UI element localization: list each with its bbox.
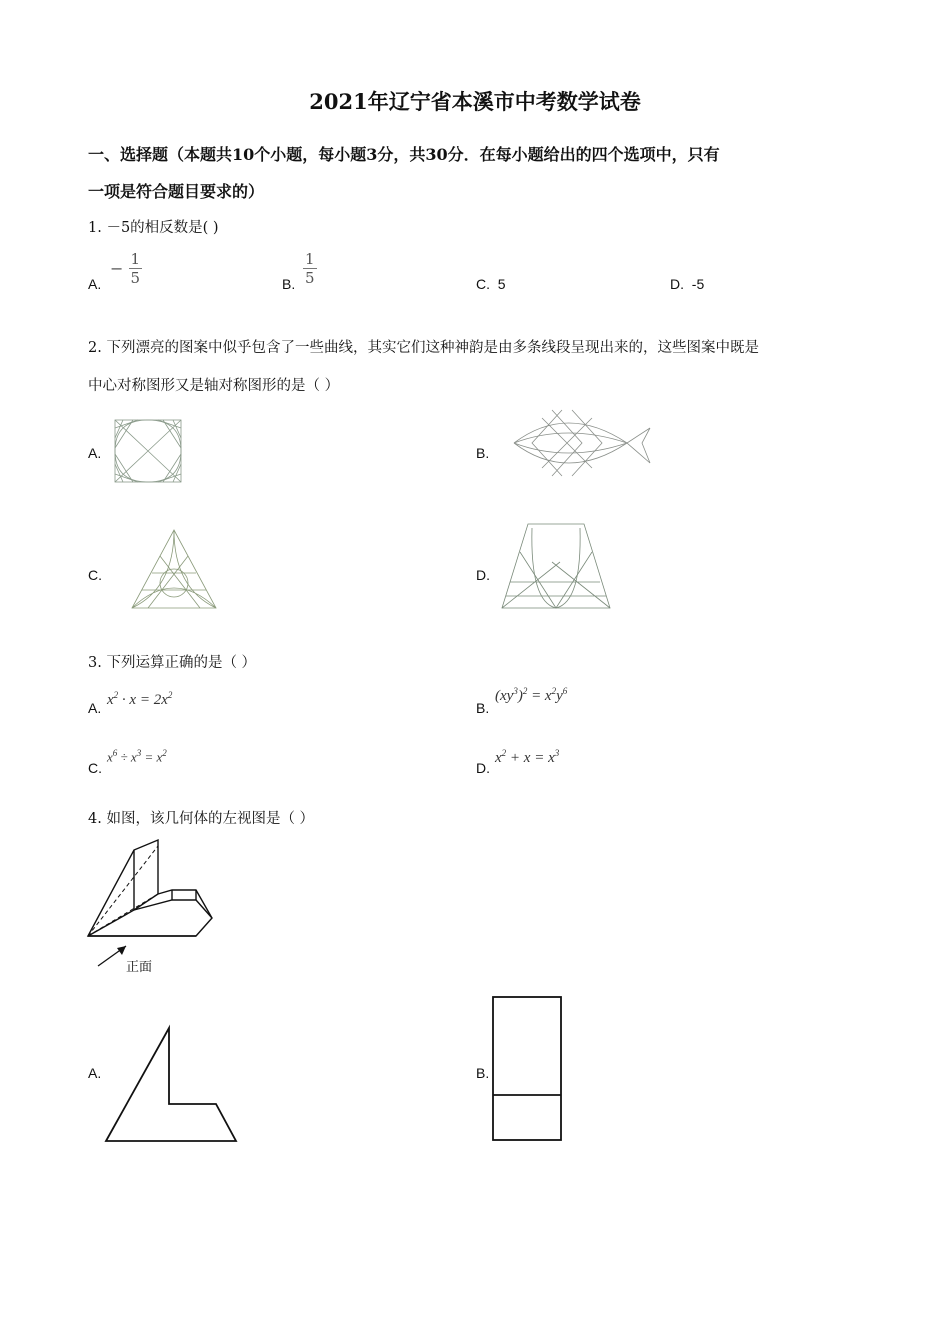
q4-front-label: 正面	[126, 960, 153, 975]
question-4-stem: 4. 如图，该几何体的左视图是（ ）	[88, 811, 315, 827]
question-3-stem: 3. 下列运算正确的是（ ）	[88, 655, 257, 671]
q1-option-b-fraction	[303, 250, 317, 287]
question-2-stem-line2: 中心对称图形又是轴对称图形的是（ ）	[88, 378, 340, 394]
q3-option-a-label: A.	[88, 700, 102, 716]
q1-option-a-numerator: 1	[130, 250, 141, 268]
question-2-stem-line1: 2. 下列漂亮的图案中似乎包含了一些曲线，其实它们这种神韵是由多条线段呈现出来的，这些图案中既是	[88, 340, 759, 356]
q2-option-d-label: D.	[476, 567, 490, 583]
q2-option-b-figure	[512, 408, 654, 478]
q1-option-b-label: B.	[282, 276, 296, 292]
q4-option-b-label: B.	[476, 1065, 490, 1081]
q4-option-b-figure	[491, 995, 565, 1145]
q3-option-a-expression: $x^2 \cdot x = 2x^2$	[107, 690, 173, 708]
q1-option-b-numerator: 1	[305, 250, 315, 268]
section-heading-line1: 一、选择题（本题共10个小题，每小题3分，共30分．在每小题给出的四个选项中，只有	[88, 145, 720, 164]
q1-option-a-denominator: 5	[130, 269, 141, 287]
q2-option-a-figure	[113, 418, 183, 484]
q4-option-a-figure	[104, 1024, 240, 1144]
q1-option-a-fraction	[129, 250, 143, 287]
q1-option-a-value	[110, 250, 142, 287]
q1-option-a-label: A.	[88, 276, 102, 292]
q1-option-d	[670, 276, 704, 292]
q1-option-a-sign: −	[110, 259, 124, 278]
page-title: 2021年辽宁省本溪市中考数学试卷	[309, 89, 641, 114]
q2-option-c-label: C.	[88, 567, 102, 583]
q3-option-c-label: C.	[88, 760, 102, 776]
q1-option-c-label: C.	[476, 276, 490, 292]
q1-option-b-value	[303, 250, 317, 287]
q1-option-c-value: 5	[497, 276, 506, 292]
q1-option-b-denominator: 5	[305, 269, 315, 287]
q2-option-c-figure	[130, 528, 218, 610]
section-heading-line2: 一项是符合题目要求的）	[88, 182, 265, 201]
q1-option-d-label: D.	[670, 276, 684, 292]
question-1-stem: 1. －5的相反数是( )	[88, 220, 219, 236]
q1-option-c	[476, 276, 506, 292]
q3-option-b-label: B.	[476, 700, 490, 716]
q3-option-d-label: D.	[476, 760, 490, 776]
q3-option-c-expression: $x^6 \div x^3 = x^2$	[107, 748, 167, 765]
q4-solid-figure	[86, 838, 216, 973]
q1-option-d-value: -5	[691, 276, 705, 292]
q4-option-a-label: A.	[88, 1065, 102, 1081]
q3-option-b-expression: $(xy^3)^2 = x^2y^6$	[495, 686, 568, 704]
q2-option-d-figure	[500, 522, 612, 610]
q2-option-a-label: A.	[88, 445, 102, 461]
q3-option-d-expression: $x^2 + x = x^3$	[495, 748, 560, 766]
q2-option-b-label: B.	[476, 445, 490, 461]
